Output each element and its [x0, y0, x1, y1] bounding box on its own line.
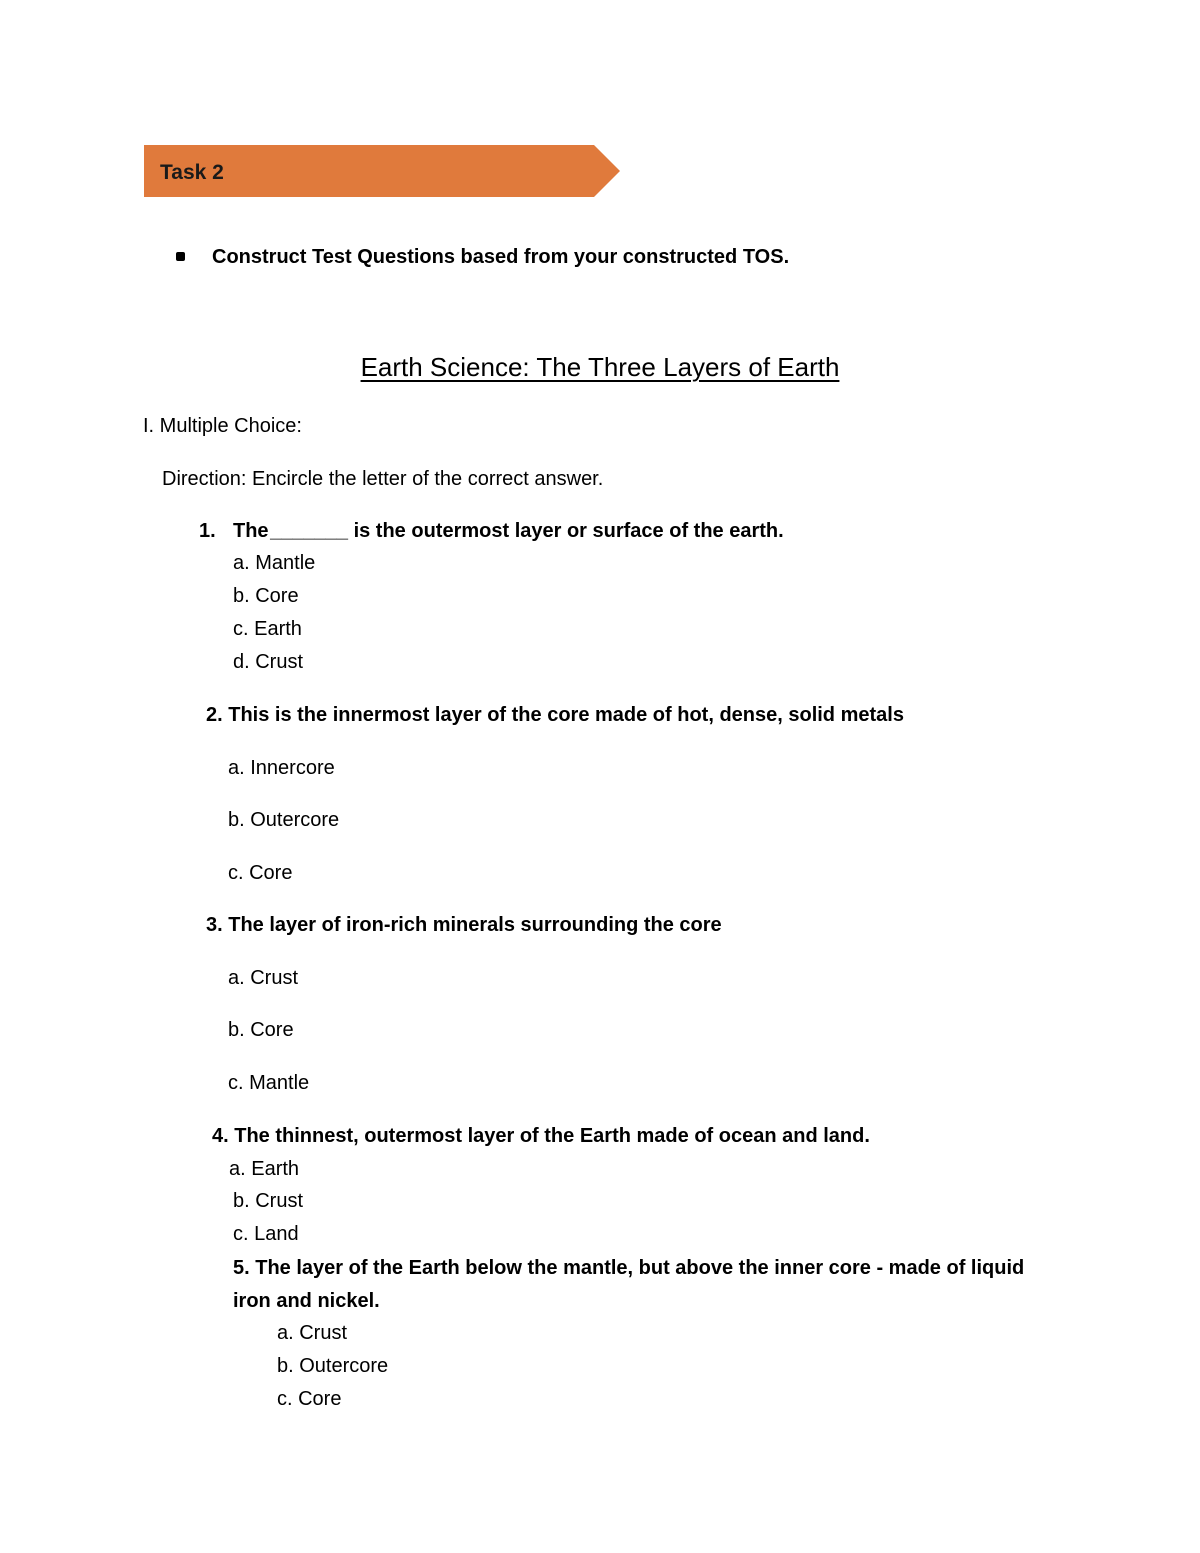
- task-label: Task 2: [160, 161, 224, 184]
- question-5-option-b: b. Outercore: [277, 1355, 389, 1377]
- question-1-pre: The: [233, 520, 269, 542]
- question-1-post: is the outermost layer or surface of the earth.: [353, 520, 784, 542]
- section-heading: I. Multiple Choice:: [143, 415, 302, 437]
- question-1-number: 1.: [199, 520, 216, 542]
- question-5-option-a: a. Crust: [277, 1322, 348, 1344]
- question-1-blank: _______: [270, 520, 348, 542]
- question-3-option-c: c. Mantle: [228, 1072, 310, 1094]
- question-1-option-b: b. Core: [233, 585, 299, 607]
- question-1-option-c: c. Earth: [233, 618, 302, 640]
- question-5-option-c: c. Core: [277, 1388, 342, 1410]
- question-5-text-line-1: 5. The layer of the Earth below the mantle, but above the inner core - made of liquid: [233, 1257, 1025, 1279]
- question-4-option-a: a. Earth: [229, 1158, 300, 1180]
- question-5-text-line-2: iron and nickel.: [233, 1290, 380, 1312]
- question-2-option-b: b. Outercore: [228, 809, 340, 831]
- direction-text: Direction: Encircle the letter of the correct answer.: [162, 468, 604, 490]
- question-2-option-c: c. Core: [228, 862, 293, 884]
- question-4-text: 4. The thinnest, outermost layer of the Earth made of ocean and land.: [212, 1125, 870, 1147]
- question-2-text: 2. This is the innermost layer of the core made of hot, dense, solid metals: [206, 704, 904, 726]
- bullet-icon: [176, 252, 185, 261]
- question-4-option-c: c. Land: [233, 1223, 299, 1245]
- question-2-option-a: a. Innercore: [228, 757, 335, 779]
- question-1-text: [233, 521, 784, 541]
- question-3-text: 3. The layer of iron-rich minerals surrounding the core: [206, 914, 722, 936]
- question-1-option-d: d. Crust: [233, 651, 304, 673]
- task-banner: [144, 145, 620, 197]
- question-4-option-b: b. Crust: [233, 1190, 304, 1212]
- question-3-option-b: b. Core: [228, 1019, 294, 1041]
- page-title: [0, 354, 1200, 380]
- instruction-text: Construct Test Questions based from your constructed TOS.: [212, 246, 790, 268]
- page-title-text: Earth Science: The Three Layers of Earth: [360, 352, 840, 382]
- question-1-option-a: a. Mantle: [233, 552, 316, 574]
- question-3-option-a: a. Crust: [228, 967, 299, 989]
